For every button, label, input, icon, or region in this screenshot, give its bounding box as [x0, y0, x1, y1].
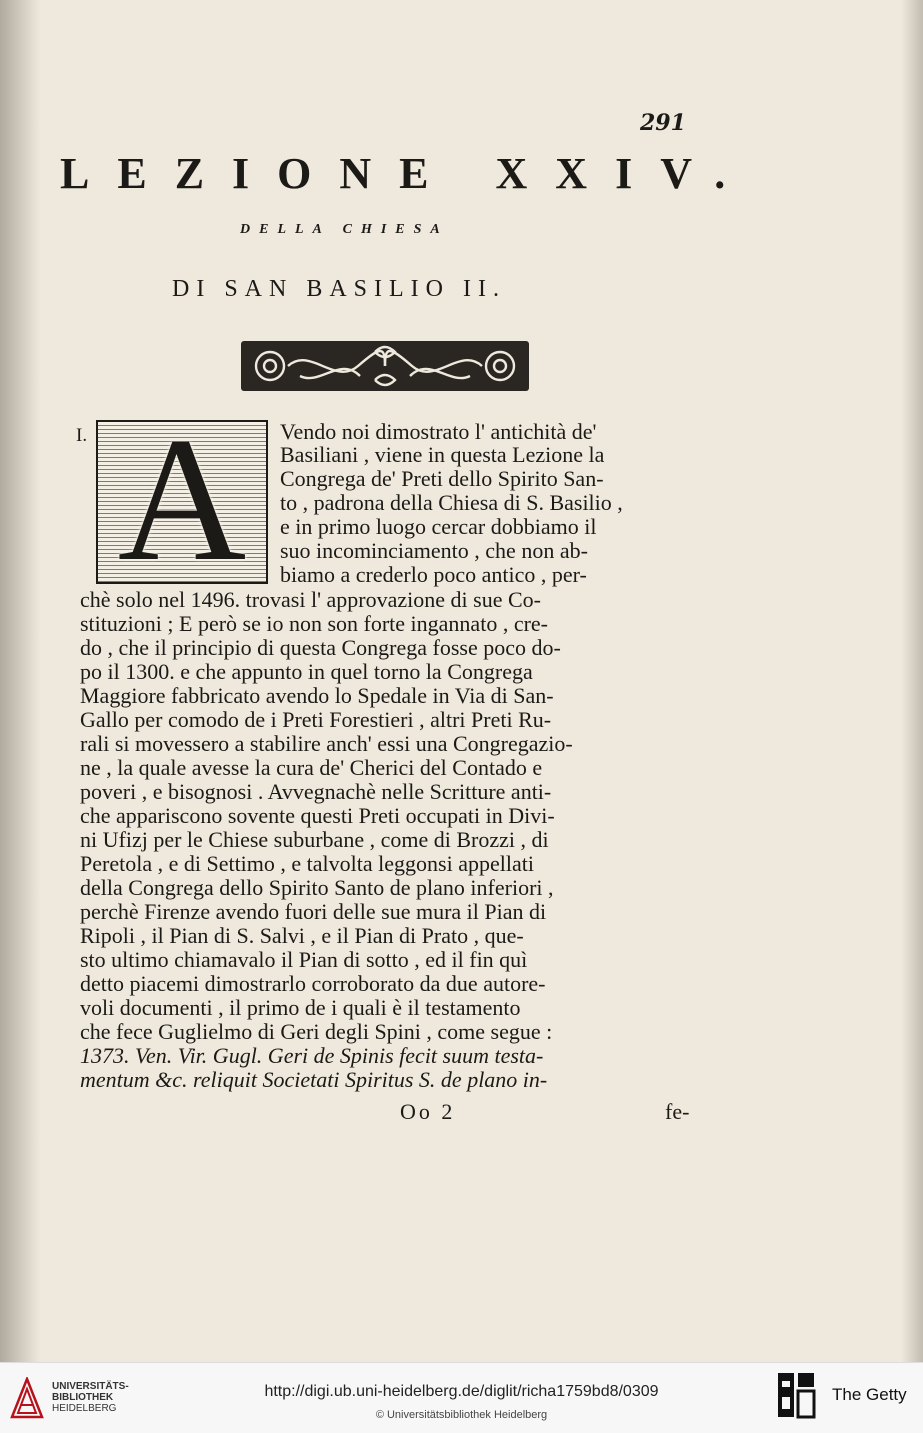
text-line: che fece Guglielmo di Geri degli Spini , come segue : — [80, 1019, 553, 1044]
permalink-url[interactable]: http://digi.ub.uni-heidelberg.de/diglit/richa1759bd8/0309 — [264, 1383, 659, 1400]
text-line: Basiliani , viene in questa Lezione la — [280, 442, 605, 467]
text-line: ne , la quale avesse la cura de' Cherici del Contado e — [80, 755, 543, 780]
signature-mark: Oo 2 — [400, 1099, 456, 1124]
page-number: 291 — [640, 110, 686, 136]
text-line: poveri , e bisognosi . Avvegnachè nelle Scritture anti- — [80, 779, 552, 804]
institution-line: BIBLIOTHEK — [52, 1392, 114, 1403]
text-line: do , che il principio di questa Congrega fosse poco do- — [80, 635, 561, 660]
text-line: perchè Firenze avendo fuori delle sue mura il Pian di — [80, 899, 547, 924]
text-line: Vendo noi dimostrato l' antichità de' — [280, 419, 597, 444]
drop-cap — [96, 400, 268, 598]
text-line: suo incominciamento , che non ab- — [280, 538, 588, 563]
drop-cap-letter: A — [117, 400, 247, 598]
institution-line: HEIDELBERG — [52, 1403, 117, 1414]
text-line: Ripoli , il Pian di S. Salvi , e il Pian di Prato , que- — [80, 923, 524, 948]
text-line: po il 1300. e che appunto in quel torno la Congrega — [80, 659, 533, 684]
getty-logo-icon — [776, 1371, 816, 1419]
text-line: rali si movessero a stabilire anch' essi una Congregazio- — [80, 731, 573, 756]
text-line: ni Ufizj per le Chiese suburbane , come di Brozzi , di — [80, 827, 549, 852]
text-line: Gallo per comodo de i Preti Forestieri , altri Preti Ru- — [80, 707, 552, 732]
text-line: voli documenti , il primo de i quali è il testamento — [80, 995, 521, 1020]
text-line: Congrega de' Preti dello Spirito San- — [280, 466, 604, 491]
chapter-title: LEZIONE XXIV. — [60, 149, 754, 198]
text-line: della Congrega dello Spirito Santo de plano inferiori , — [80, 875, 554, 900]
chapter-subtitle-large: DI SAN BASILIO II. — [172, 276, 506, 302]
text-line: e in primo luogo cercar dobbiamo il — [280, 514, 597, 539]
catchword: fe- — [665, 1099, 690, 1124]
sponsor-name: The Getty — [832, 1385, 907, 1404]
viewer-footer — [0, 1362, 923, 1433]
text-line: to , padrona della Chiesa di S. Basilio , — [280, 490, 623, 515]
institution-line: UNIVERSITÄTS- — [52, 1381, 129, 1392]
text-line: sto ultimo chiamavalo il Pian di sotto , ed il fin quì — [80, 947, 528, 972]
text-line: chè solo nel 1496. trovasi l' approvazione di sue Co- — [80, 587, 541, 612]
text-line: che appariscono sovente questi Preti occupati in Divi- — [80, 803, 555, 828]
text-line: Maggiore fabbricato avendo lo Spedale in Via di San- — [80, 683, 554, 708]
text-line: Peretola , e di Settimo , e talvolta leggonsi appellati — [80, 851, 534, 876]
paragraph-number: I. — [76, 425, 88, 446]
copyright-notice: © Universitätsbibliothek Heidelberg — [375, 1409, 548, 1421]
text-line: 1373. Ven. Vir. Gugl. Geri de Spinis fecit suum testa- — [80, 1043, 544, 1068]
ornament-icon — [240, 340, 530, 392]
text-line: stituzioni ; E però se io non son forte ingannato , cre- — [80, 611, 548, 636]
text-line: biamo a crederlo poco antico , per- — [280, 562, 587, 587]
text-line: mentum &c. reliquit Societati Spiritus S. de plano in- — [80, 1067, 548, 1092]
text-line: detto piacemi dimostrarlo corroborato da due autore- — [80, 971, 546, 996]
chapter-subtitle-small: DELLA CHIESA — [240, 222, 449, 237]
